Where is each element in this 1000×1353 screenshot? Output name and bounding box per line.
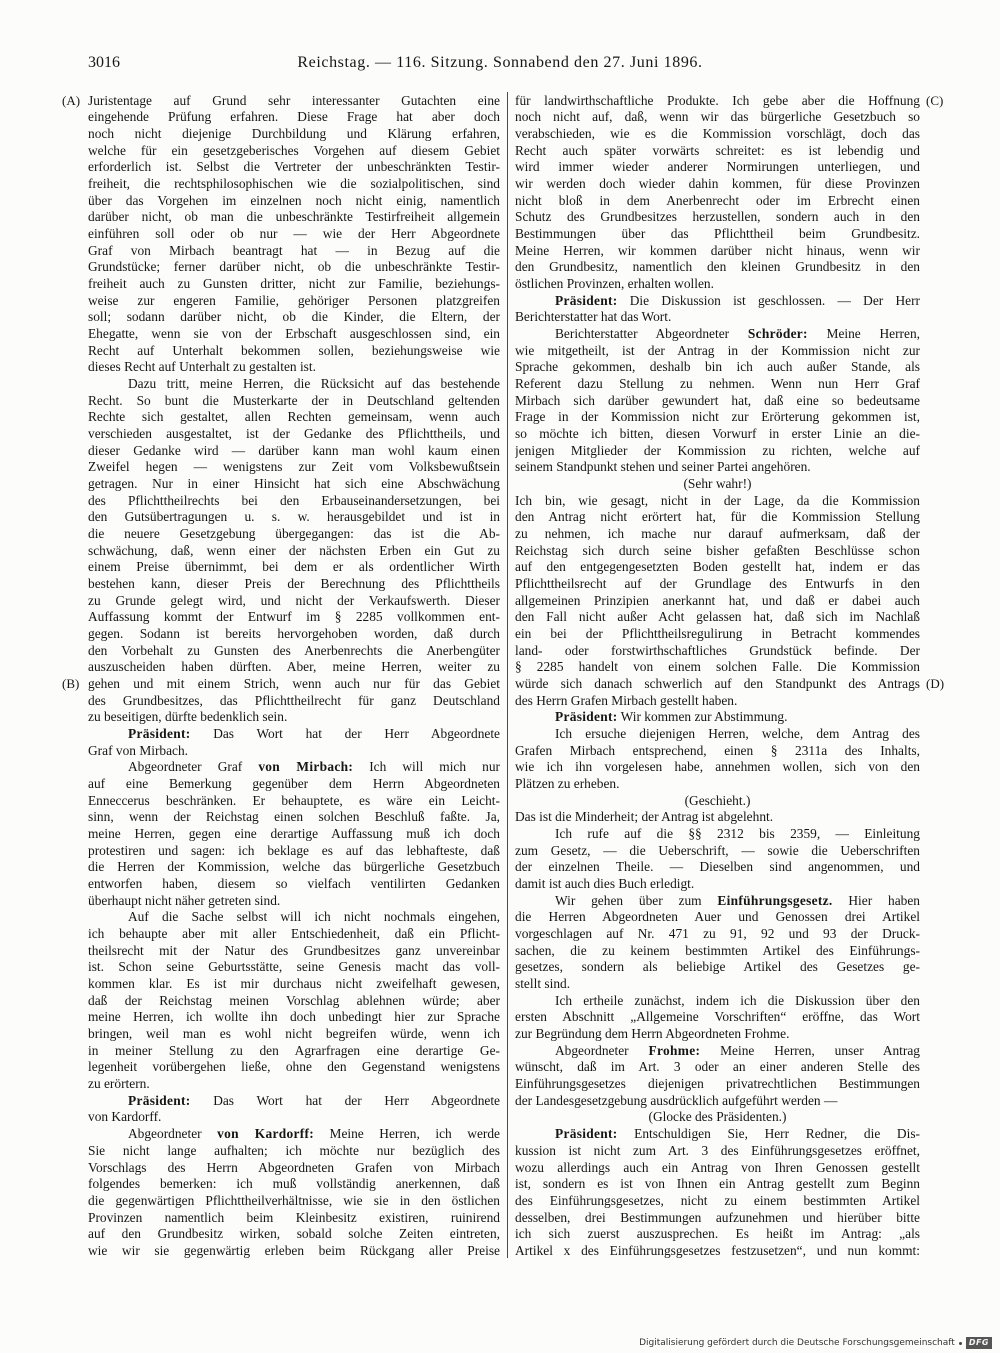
text-line: allgemeinen Prinzipien anerkannt hat, und daß er dabei auch: [515, 592, 920, 608]
line-text: Hier haben: [832, 892, 920, 908]
text-line: Auf die Sache selbst will ich nicht nochmals eingehen,: [128, 909, 500, 925]
text-line: nicht bloß in dem Anerbenrecht oder im Erbrecht einen: [515, 192, 920, 208]
text-line: Recht auch später vorwärts schreitet: es ist lebendig und: [515, 142, 920, 158]
text-line: schwächung, daß, wenn einer der nächsten Erben ein Gut zu: [88, 542, 500, 558]
text-line: verabschieden, wie es die Kommission vorschlägt, doch das: [515, 125, 920, 141]
text-line: die Herren der Kommission, welche das bürgerliche Gesetzbuch: [88, 859, 500, 875]
text-line: dieser Gedanke wird — darüber kann man wohl kaum einen: [88, 442, 500, 458]
text-line: noch nicht diejenige Durchbildung und Klärung erfahren,: [88, 125, 500, 141]
emphasized-text: Einführungsgesetz.: [717, 892, 833, 908]
text-line: vorgeschlagen auf Nr. 471 zu 91, 92 und 93 der Druck-: [515, 926, 920, 942]
text-line: in meiner Stellung zu den Agrarfragen eine derartige Ge-: [88, 1042, 500, 1058]
line-text: Meine Herren,: [807, 325, 920, 341]
text-line: Dazu tritt, meine Herren, die Rücksicht auf das bestehende: [128, 375, 500, 391]
text-line: wozu allerdings auch ein Antrag von Ihren Genossen gestellt: [515, 1159, 920, 1175]
text-line: des Einführungsgesetzes, nicht zu einem bestimmten Artikel: [515, 1192, 920, 1208]
text-line: [88, 759, 500, 776]
text-line: zur Begründung dem Herrn Abgeordneten Frohme.: [515, 1026, 790, 1042]
text-line: den Fall nicht außer Acht gelassen hat, daß sich im Nachlaß: [515, 609, 920, 625]
text-line: [515, 293, 920, 310]
text-line: Enneccerus beschränken. Er behauptete, es wäre ein Leicht-: [88, 792, 500, 808]
text-line: freiheit auch zu Gunsten dritter, nicht zur Familie, beziehungs-: [88, 275, 500, 291]
line-text: Abgeordneter: [555, 1042, 649, 1058]
text-line: einführen soll oder ob nur — wie der Herr Abgeordnete: [88, 225, 500, 241]
text-line: Pflichttheilsrecht auf der Grundlage des Entwurfs in den: [515, 575, 920, 591]
text-line: des Grundbesitzes, das Pflichttheilrecht für ganz Deutschland: [88, 692, 500, 708]
emphasized-text: Präsident:: [128, 1092, 191, 1108]
text-line: Plätzen zu erheben.: [515, 776, 620, 792]
text-line: legenheit vorübergehen ließe, ohne den Gegenstand wenigstens: [88, 1059, 500, 1075]
text-line: den Grundbesitz, namentlich den kleinen Grundbesitz in den: [515, 259, 920, 275]
line-text: Die Diskussion ist geschlossen. — Der Herr: [617, 292, 920, 308]
line-text: Abgeordneter Graf: [128, 759, 259, 775]
text-line: ersten Abschnitt „Allgemeine Vorschriften“ eröffne, das Wort: [515, 1009, 920, 1025]
text-line: Ehegatte, wenn sie von der Erbschaft ausgeschlossen sind, ein: [88, 325, 500, 341]
text-line: Einführungsgesetzes diejenigen privatrechtlichen Bestimmungen: [515, 1076, 920, 1092]
text-line: auf eine Bemerkung gegenüber dem Herrn Abgeordneten: [88, 776, 500, 792]
interjection: (Sehr wahr!): [683, 475, 752, 491]
text-line: [88, 1126, 500, 1143]
text-line: Vorschlags des Herrn Abgeordneten Grafen von Mirbach: [88, 1159, 500, 1175]
text-line: Berichterstatter hat das Wort.: [515, 309, 672, 325]
text-line: wie mitgetheilt, ist der Antrag in der Kommission nicht zur: [515, 342, 920, 358]
text-line: bestehen kann, dieser Preis der Berechnung des Pflichttheils: [88, 575, 500, 591]
text-line: noch nicht auf, daß, wenn wir das bürgerliche Gesetzbuch so: [515, 109, 920, 125]
emphasized-text: Schröder:: [747, 325, 808, 341]
text-line: Sie nicht lange aufhalten; ich möchte nur bezüglich des: [88, 1142, 500, 1158]
text-line: zum Gesetz, — die Ueberschrift, — sowie die Ueberschriften: [515, 842, 920, 858]
text-line: wird immer wieder anderer Normirungen unterliegen, und: [515, 159, 920, 175]
text-line: die neuere Gesetzgebung übergegangen: das ist die Ab-: [88, 525, 500, 541]
text-line: zu Grunde gelegt wird, und nicht der Verkaufswerth. Dieser: [88, 592, 500, 608]
text-line: Das ist die Minderheit; der Antrag ist abgelehnt.: [515, 809, 774, 825]
text-line: auf den entgegengesetzten Boden gestellt hat, indem er das: [515, 559, 920, 575]
text-line: Grafen Mirbach entsprechend, einen § 2311a des Inhalts,: [515, 742, 920, 758]
text-line: der einzelnen Theile. — Dieselben sind angenommen, und: [515, 859, 920, 875]
margin-mark-a: (A): [62, 92, 81, 108]
line-text: Entschuldigen Sie, Herr Redner, die Dis-: [617, 1126, 920, 1142]
text-line: Artikel x des Einführungsgesetzes festzusetzen“, und nun kommt:: [515, 1242, 920, 1258]
right-column: [515, 93, 920, 1260]
text-line: des Herrn Grafen Mirbach gestellt haben.: [515, 692, 738, 708]
footer-credit: Digitalisierung gefördert durch die Deutsche Forschungsgemeinschaft: [639, 1338, 955, 1348]
line-text: Meine Herren, unser Antrag: [700, 1042, 920, 1058]
interjection: (Glocke des Präsidenten.): [648, 1109, 787, 1125]
text-line: [88, 1093, 500, 1110]
text-line: [88, 726, 500, 743]
text-line: sinn, wenn der Reichstag einen solchen Beschluß faßte. Ja,: [88, 809, 500, 825]
page-number: 3016: [88, 54, 120, 71]
text-line: bringen, weil man es wohl nicht begreifen würde, wenn ich: [88, 1026, 500, 1042]
text-line: dieses Recht auf Unterhalt zu gestalten ist.: [88, 359, 316, 375]
text-line: Recht auf Unterhalt bekommen sollen, beziehungsweise wie: [88, 342, 500, 358]
text-line: auszuscheiden haben dürften. Aber, meine Herren, weiter zu: [88, 659, 500, 675]
text-line: ich sich zuerst auszusprechen. Es heißt im Antrag: „als: [515, 1226, 920, 1242]
left-column: [88, 93, 500, 1260]
emphasized-text: von Kardorff:: [217, 1126, 314, 1142]
line-text: Meine Herren, ich werde: [313, 1126, 500, 1142]
text-line: § 2285 handelt von einem solchen Falle. Die Kommission: [515, 659, 920, 675]
text-line: daß der Reichstag meinen Vorschlag ablehnen würde; aber: [88, 992, 500, 1008]
column-divider: [507, 92, 508, 1258]
line-text: Berichterstatter Abgeordneter: [555, 325, 748, 341]
text-line: den Gutsübertragungen u. s. w. herausgebildet und ist in: [88, 509, 500, 525]
digitization-footer: [639, 1336, 992, 1350]
text-line: ist, sondern es ist von Ihnen ein Antrag gestellt zum Beginn: [515, 1176, 920, 1192]
text-line: Schutz des Grundbesitzes herzustellen, sondern auch in den: [515, 209, 920, 225]
text-line: auf den Grundbesitz wirken, sobald solche Zeiten eintreten,: [88, 1226, 500, 1242]
line-text: Ich will mich nur: [353, 759, 500, 775]
emphasized-text: von Mirbach:: [258, 759, 354, 775]
text-line: [515, 893, 920, 910]
text-line: Sprache gekommen, deshalb bin ich auch außer Stande, als: [515, 359, 920, 375]
text-line: Meine Herren, wir kommen darüber nicht hinaus, wenn wir: [515, 242, 920, 258]
text-line: meine Herren, ich wollte ihn doch unbedingt hier zur Sprache: [88, 1009, 500, 1025]
text-line: Provinzen namentlich beim Kleinbesitz existiren, ruinirend: [88, 1209, 500, 1225]
text-line: Graf von Mirbach.: [88, 742, 189, 758]
text-line: kussion ist nicht zum Art. 3 des Einführungsgesetzes eröffnet,: [515, 1142, 920, 1158]
text-line: zu nehmen, ich mache nur darauf aufmerksam, daß der: [515, 525, 920, 541]
text-line: von Kardorff.: [88, 1109, 162, 1125]
line-text: Das Wort hat der Herr Abgeordnete: [190, 1092, 500, 1108]
text-line: damit ist auch dies Buch erledigt.: [515, 876, 695, 892]
text-line: östlichen Provinzen, erhalten wollen.: [515, 275, 714, 291]
text-line: welche für ein gesetzgeberisches Vorgehen auf diesem Gebiet: [88, 142, 500, 158]
text-line: Bestimmungen über das Pflichttheil beim Grundbesitz.: [515, 225, 920, 241]
emphasized-text: Präsident:: [128, 726, 191, 742]
text-line: jenigen Mitglieder der Kommission zu richten, welche auf: [515, 442, 920, 458]
margin-mark-c: (C): [926, 92, 944, 108]
text-line: entworfen haben, diesem so vielfach ventilirten Gedanken: [88, 876, 500, 892]
text-line: Ich ersuche diejenigen Herren, welche, dem Antrag des: [555, 726, 920, 742]
text-line: seinem Standpunkt stehen und seiner Partei angehören.: [515, 459, 811, 475]
text-line: ein bei der Pflichttheilsregulirung in Betracht kommendes: [515, 626, 920, 641]
text-line: den Antrag nicht erörtert hat, für die Kommission Stellung: [515, 509, 920, 525]
text-line: Ich ertheile zunächst, indem ich die Diskussion über den: [555, 992, 920, 1008]
text-line: desselben, drei Bestimmungen aufzunehmen und hierüber bitte: [515, 1209, 920, 1225]
text-line: gegen. Sodann ist bereits hervorgehoben worden, daß durch: [88, 626, 500, 641]
text-line: [515, 1126, 920, 1143]
text-line: Ich bin, wie gesagt, nicht in der Lage, da die Kommission: [515, 492, 920, 508]
line-text: Abgeordneter: [128, 1126, 218, 1142]
text-line: [515, 326, 920, 343]
text-line: der Landesgesetzgebung ausdrücklich aufgeführt werden —: [515, 1092, 838, 1108]
text-line: protestiren und sagen: ich beklage es auf das lebhafteste, daß: [88, 842, 500, 858]
text-line: für landwirthschaftliche Produkte. Ich gebe aber die Hoffnung: [515, 92, 920, 108]
text-line: verschieden ausgestaltet, ist der Gedanke des Pflichttheils, und: [88, 425, 500, 441]
text-line: [515, 1043, 920, 1060]
emphasized-text: Präsident:: [555, 709, 618, 725]
text-line: so möchte ich bitten, diesen Vorwurf in erster Linie an die-: [515, 425, 920, 441]
text-line: erforderlich ist. Selbst die Vertreter der unbeschränkten Testir-: [88, 159, 500, 175]
text-line: sachen, die zu keinem bestimmten Artikel des Einführungs-: [515, 942, 920, 958]
text-line: wie ich ihn vorgelesen habe, annehmen wollen, sich von den: [515, 759, 920, 775]
emphasized-text: Präsident:: [555, 292, 618, 308]
running-header: [80, 53, 920, 75]
text-line: Grundstücke; ferner darüber nicht, ob die unbeschränkte Testir-: [88, 259, 500, 275]
text-line: Juristentage auf Grund sehr interessanter Gutachten eine: [88, 92, 500, 108]
text-line: Referent dazu Stellung zu nehmen. Wenn nun Herr Graf: [515, 375, 920, 391]
text-line: würde sich danach schwerlich auf den Standpunkt des Antrags: [515, 676, 920, 692]
text-line: Recht. So bunt die Musterkarte der in Deutschland geltenden: [88, 392, 500, 408]
text-line: wünscht, daß im Art. 3 oder an einer anderen Stelle des: [515, 1059, 920, 1075]
text-line: des Pflichttheilrechts bei den Erbauseinandersetzungen, bei: [88, 492, 500, 508]
margin-mark-d: (D): [926, 676, 945, 692]
text-line: einem Preise übernimmt, bei dem er als ordentlicher Wirth: [88, 559, 500, 575]
text-line: zu erörtern.: [88, 1076, 150, 1092]
text-line: die Herren Abgeordneten Auer und Genossen drei Artikel: [515, 909, 920, 925]
text-line: freiheit, die rechtsphilosophischen wie die sozialpolitischen, sind: [88, 175, 500, 191]
text-line: stellt sind.: [515, 976, 571, 992]
interjection: (Geschieht.): [684, 792, 751, 808]
emphasized-text: Präsident:: [555, 1126, 618, 1142]
text-line: [515, 709, 920, 726]
text-line: Frage in der Kommission nicht zur Erörterung gekommen ist,: [515, 409, 920, 425]
emphasized-text: Frohme:: [648, 1042, 701, 1058]
text-line: theilsrecht mit der Natur des Grundbesitzes ganz unvereinbar: [88, 942, 500, 958]
text-line: getragen. Nur in einer Hinsicht hat sich eine Abschwächung: [88, 475, 500, 491]
text-line: kommen klar. Es ist mir durchaus nicht zweifelhaft gewesen,: [88, 976, 500, 992]
text-line: Reichstag sich durch seine bisher gefaßten Beschlüsse schon: [515, 542, 920, 558]
text-line: gesetzes, sondern als beliebige Artikel des Gesetzes ge-: [515, 959, 920, 975]
text-line: über das Vorgehen im einzelnen noch nicht einig, namentlich: [88, 192, 500, 208]
text-line: wir werden doch wieder dahin kommen, für diese Provinzen: [515, 175, 920, 191]
text-line: folgendes bemerken: ich muß vollständig anerkennen, daß: [88, 1176, 500, 1192]
text-line: den Vorbehalt zu Gunsten des Anerbenrechts die Anerbengüter: [88, 642, 500, 658]
footer-separator: [959, 1342, 962, 1345]
text-line: zu beseitigen, dürfte bedenklich sein.: [88, 709, 288, 725]
text-line: Rechte sich gestaltet, allen Rechten gemeinsam, wenn auch: [88, 409, 500, 425]
text-line: Ich rufe auf die §§ 2312 bis 2359, — Einleitung: [555, 826, 920, 842]
text-line: Auffassung kommt der Entwurf im § 2285 vollkommen ent-: [88, 609, 500, 625]
text-line: ich behaupte aber mit aller Entschiedenheit, daß ein Pflicht-: [88, 926, 500, 942]
text-line: wie wir sie gegenwärtig erleben beim Rückgang aller Preise: [88, 1242, 500, 1258]
margin-mark-b: (B): [62, 676, 80, 692]
text-line: Graf von Mirbach beantragt hat — in Bezug auf die: [88, 242, 500, 258]
text-line: Zweifel hegen — wenigstens zur Zeit vom Volksbewußtsein: [88, 459, 500, 475]
text-line: eingehende Prüfung erfahren. Diese Frage hat aber doch: [88, 109, 500, 125]
text-line: weise zur engeren Familie, gehöriger Personen platzgreifen: [88, 292, 500, 308]
text-line: darüber nicht, ob man die unbeschränkte Testirfreiheit allgemein: [88, 209, 500, 225]
running-title: Reichstag. — 116. Sitzung. Sonnabend den 27. Juni 1896.: [297, 54, 703, 71]
line-text: Wir gehen über zum: [555, 892, 718, 908]
text-line: überhaupt nicht näher getreten sind.: [88, 892, 281, 908]
text-line: land- oder forstwirthschaftliches Grundstück befinde. Der: [515, 642, 920, 658]
text-line: gehen und mit einem Strich, wenn auch nur für das Gebiet: [88, 676, 500, 692]
text-line: Mirbach sich darüber gewundert hat, daß eine so bedeutsame: [515, 392, 920, 408]
text-line: soll; sodann darüber nicht, ob die Kinder, die Eltern, der: [88, 309, 500, 325]
text-line: meine Herren, gegen eine derartige Auffassung muß ich doch: [88, 826, 500, 842]
text-line: die gegenwärtigen Pflichttheilverhältnisse, wie sie in den östlichen: [88, 1192, 500, 1208]
line-text: Das Wort hat der Herr Abgeordnete: [190, 726, 500, 742]
line-text: Wir kommen zur Abstimmung.: [617, 709, 788, 725]
text-line: ist. Schon seine Geburtsstätte, seine Genesis macht das voll-: [88, 959, 500, 975]
dfg-logo: DFG: [966, 1337, 992, 1349]
